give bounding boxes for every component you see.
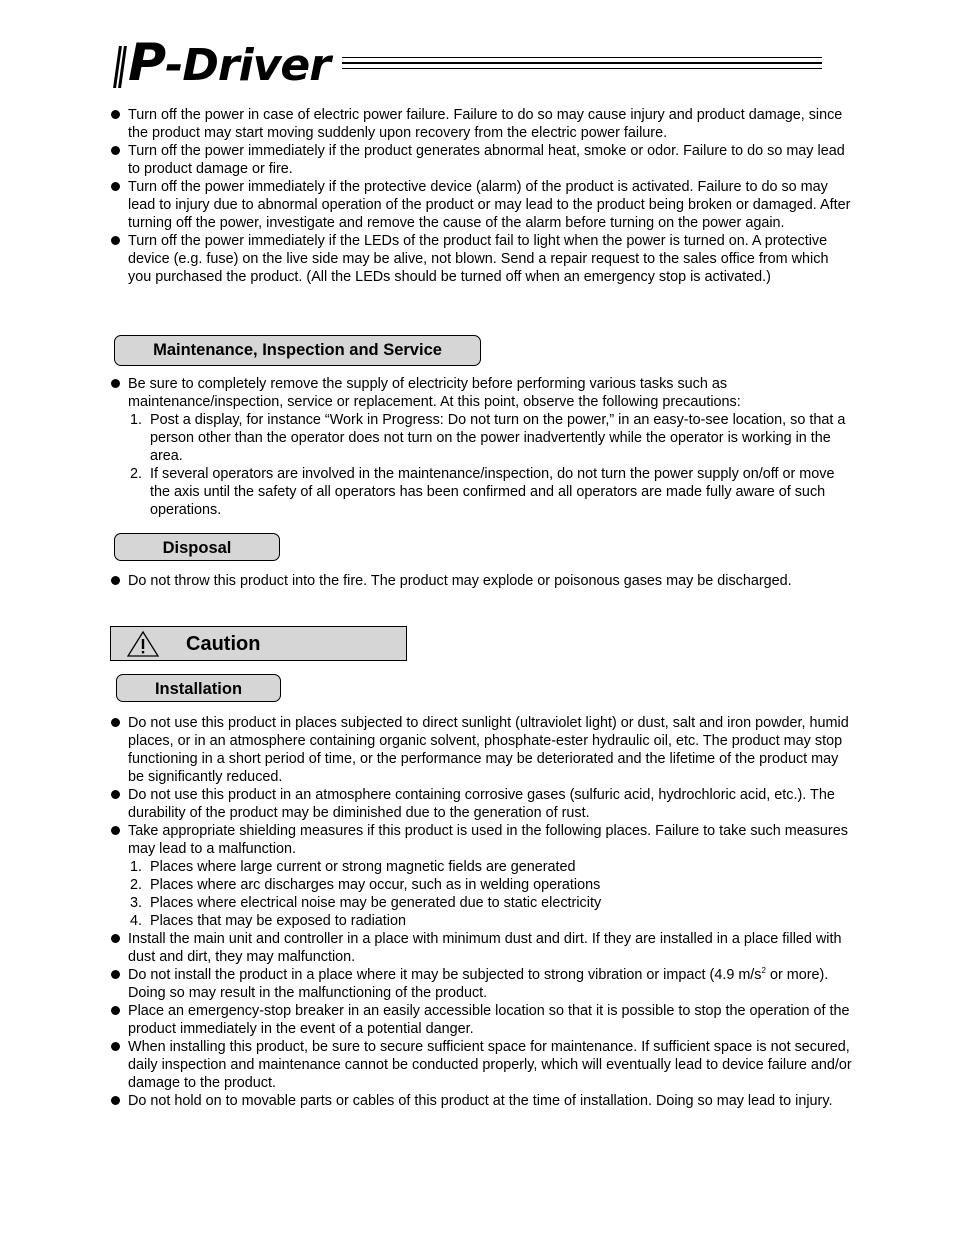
numbered-item: 3. Places where electrical noise may be generated due to static electricity — [130, 895, 602, 911]
logo-bars-graphic — [114, 46, 126, 88]
numbered-item: 2. Places where arc discharges may occur, such as in welding operations — [130, 877, 601, 893]
numbered-item: 2. If several operators are involved in the maintenance/inspection, do not turn the power supply on/off or move the axis until the safety of all operators has been confirmed and all operators are made fully aware of such operations. — [130, 466, 835, 518]
logo-initial: P — [128, 33, 166, 93]
maintenance-precautions — [110, 375, 852, 519]
p-driver-logo — [114, 33, 330, 93]
list-item: Turn off the power immediately if the product generates abnormal heat, smoke or odor. Failure to do so may lead to product damage or fire. — [110, 142, 852, 178]
caution-label: Caution — [186, 633, 261, 655]
warning-triangle-icon — [126, 630, 160, 658]
list-item: Turn off the power immediately if the LEDs of the product fail to light when the power is turned on. A protective device (e.g. fuse) on the live side may be alive, not blown. Send a repair request to the sales office from which you purchased the product. (All the LEDs should be turned off when an emergency stop is activated.) — [110, 232, 852, 286]
list-item: Be sure to completely remove the supply of electricity before performing various tasks such as maintenance/inspection, service or replacement. At this point, observe the following precautions: — [110, 375, 852, 411]
list-item: Do not use this product in places subjected to direct sunlight (ultraviolet light) or dust, salt and iron powder, humid places, or in an atmosphere containing organic solvent, phosphate-ester hydraulic oil, etc. The product may stop functioning in a short period of time, or the performance may be deteriorated and the lifetime of the product may be significantly reduced. — [110, 714, 852, 786]
logo-rest: -Driver — [165, 40, 330, 91]
logo-text — [128, 33, 330, 93]
power-precautions — [110, 106, 852, 286]
list-item: Turn off the power in case of electric power failure. Failure to do so may cause injury and product damage, since the product may start moving suddenly upon recovery from the electric power failure. — [110, 106, 852, 142]
list-item: Turn off the power immediately if the protective device (alarm) of the product is activated. Failure to do so may lead to injury due to abnormal operation of the product or may lead to the product being broken or damaged. After turning off the power, investigate and remove the cause of the alarm before turning on the power again. — [110, 178, 852, 232]
list-item: Install the main unit and controller in a place with minimum dust and dirt. If they are installed in a place filled with dust and dirt, they may malfunction. — [110, 930, 852, 966]
section-heading-maintenance: Maintenance, Inspection and Service — [114, 335, 481, 366]
list-item: Place an emergency-stop breaker in an easily accessible location so that it is possible to stop the operation of the product immediately in the event of a potential danger. — [110, 1002, 852, 1038]
numbered-item: 4. Places that may be exposed to radiation — [130, 913, 406, 929]
list-item: Do not use this product in an atmosphere containing corrosive gases (sulfuric acid, hydrochloric acid, etc.). The durability of the product may be diminished due to the generation of rust. — [110, 786, 852, 822]
list-item: When installing this product, be sure to secure sufficient space for maintenance. If sufficient space is not secured, daily inspection and maintenance cannot be conducted properly, which will eventually lead to device failure and/or damage to the product. — [110, 1038, 852, 1092]
section-heading-disposal: Disposal — [114, 533, 280, 561]
disposal-precautions — [110, 572, 852, 590]
header-rule-lines — [342, 57, 822, 73]
numbered-item: 1. Places where large current or strong magnetic fields are generated — [130, 859, 576, 875]
installation-precautions — [110, 714, 852, 1110]
list-item: Do not throw this product into the fire. The product may explode or poisonous gases may be discharged. — [110, 572, 852, 590]
section-heading-installation: Installation — [116, 674, 281, 702]
list-item: Do not hold on to movable parts or cables of this product at the time of installation. Doing so may lead to injury. — [110, 1092, 852, 1110]
list-item: Do not install the product in a place where it may be subjected to strong vibration or impact (4.9 $m/s^2$ or more). Doing so may result in the malfunctioning of the product. — [110, 966, 852, 1002]
numbered-item: 1. Post a display, for instance “Work in Progress: Do not turn on the power,” in an easy-to-see location, so that a person other than the operator does not turn on the power inadvertently while the operator is working in the area. — [130, 412, 846, 464]
list-item: Take appropriate shielding measures if this product is used in the following places. Failure to take such measures may lead to a malfunction. — [110, 822, 852, 858]
caution-banner — [110, 626, 407, 661]
